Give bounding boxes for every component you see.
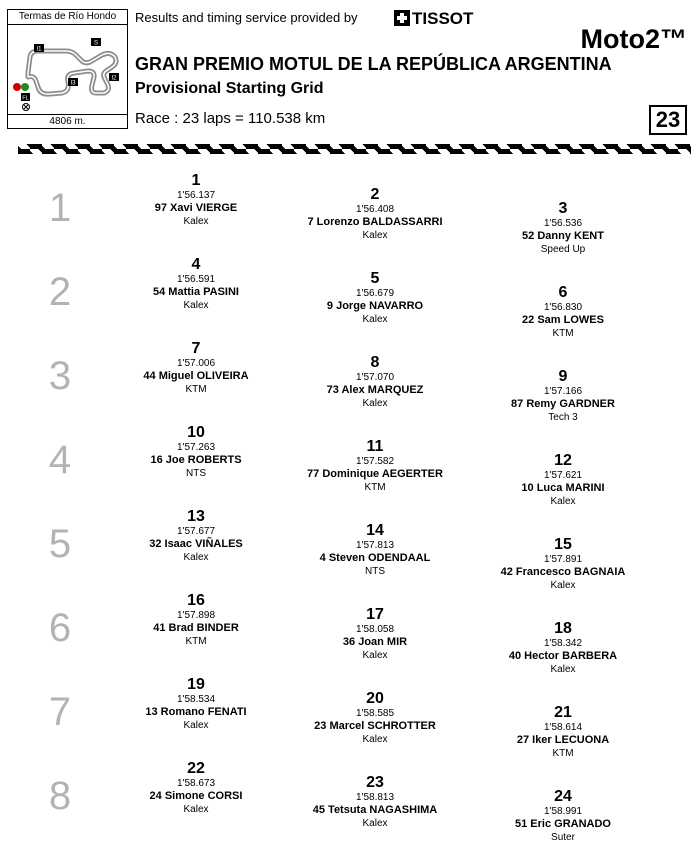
grid-row-number: 1 (48, 186, 72, 230)
grid-slot (96, 256, 296, 312)
grid-slot (463, 536, 663, 592)
constructor-name: Kalex (362, 650, 388, 661)
grid-position: 6 (558, 284, 568, 301)
qualifying-time: 1'58.673 (176, 778, 216, 789)
sponsor-name: TISSOT (412, 9, 474, 28)
constructor-name: KTM (185, 636, 207, 647)
grid-position: 20 (366, 690, 384, 707)
grid-position: 8 (370, 354, 380, 371)
tissot-logo (394, 10, 473, 28)
qualifying-time: 1'56.830 (543, 302, 583, 313)
svg-text:FL: FL (22, 95, 29, 102)
rider-name: 16 Joe ROBERTS (150, 454, 242, 466)
grid-position: 16 (187, 592, 205, 609)
laps-badge: 23 (649, 105, 687, 135)
rider-name: 45 Tetsuta NAGASHIMA (312, 804, 438, 816)
rider-name: 52 Danny KENT (522, 230, 604, 242)
svg-text:I1: I1 (36, 46, 42, 53)
qualifying-time: 1'58.058 (355, 624, 395, 635)
grid-slot (463, 368, 663, 424)
qualifying-time: 1'56.137 (176, 190, 216, 201)
grid-position: 2 (370, 186, 380, 203)
constructor-name: Kalex (183, 804, 209, 815)
rider-name: 97 Xavi VIERGE (154, 202, 238, 214)
grid-slot (275, 270, 475, 326)
constructor-name: Tech 3 (548, 412, 578, 423)
rider-name: 54 Mattia PASINI (153, 286, 239, 298)
document-title: Provisional Starting Grid (135, 80, 324, 97)
qualifying-time: 1'58.534 (176, 694, 216, 705)
grid-slot (96, 508, 296, 564)
circuit-map-icon (10, 27, 125, 115)
grid-position: 5 (370, 270, 380, 287)
constructor-name: Kalex (362, 314, 388, 325)
constructor-name: Kalex (183, 552, 209, 563)
grid-slot (463, 200, 663, 256)
constructor-name: KTM (364, 482, 386, 493)
grid-position: 18 (554, 620, 572, 637)
grid-position: 23 (366, 774, 384, 791)
rider-name: 87 Remy GARDNER (511, 398, 615, 410)
grid-slot (96, 592, 296, 648)
grid-position: 22 (187, 760, 205, 777)
grid-position: 21 (554, 704, 572, 721)
grid-row-number: 6 (48, 606, 72, 650)
grid-row-number: 8 (48, 774, 72, 818)
grid-row-number: 7 (48, 690, 72, 734)
grid-position: 11 (366, 438, 384, 455)
grid-position: 12 (554, 452, 572, 469)
grid-position: 1 (191, 172, 201, 189)
grid-row-number: 2 (48, 270, 72, 314)
constructor-name: KTM (552, 748, 574, 759)
qualifying-time: 1'57.621 (543, 470, 583, 481)
qualifying-time: 1'57.582 (355, 456, 395, 467)
grid-row-number: 5 (48, 522, 72, 566)
grid-row-number: 4 (48, 438, 72, 482)
qualifying-time: 1'57.813 (355, 540, 395, 551)
grid-slot (275, 354, 475, 410)
constructor-name: Kalex (550, 580, 576, 591)
constructor-name: Kalex (183, 720, 209, 731)
constructor-name: KTM (552, 328, 574, 339)
rider-name: 27 Iker LECUONA (516, 734, 610, 746)
qualifying-time: 1'57.166 (543, 386, 583, 397)
svg-text:I2: I2 (111, 75, 117, 82)
constructor-name: Kalex (550, 664, 576, 675)
constructor-name: NTS (186, 468, 206, 479)
rider-name: 73 Alex MARQUEZ (326, 384, 424, 396)
grid-slot (463, 284, 663, 340)
constructor-name: Kalex (362, 818, 388, 829)
grid-position: 10 (187, 424, 205, 441)
qualifying-time: 1'58.991 (543, 806, 583, 817)
rider-name: 40 Hector BARBERA (508, 650, 618, 662)
rider-name: 10 Luca MARINI (521, 482, 605, 494)
qualifying-time: 1'56.679 (355, 288, 395, 299)
qualifying-time: 1'58.342 (543, 638, 583, 649)
rider-name: 9 Jorge NAVARRO (326, 300, 424, 312)
constructor-name: Suter (551, 832, 575, 843)
checkered-divider (18, 144, 691, 154)
grid-position: 3 (558, 200, 568, 217)
grid-slot (275, 438, 475, 494)
constructor-name: Speed Up (540, 244, 586, 255)
grid-position: 7 (191, 340, 201, 357)
qualifying-time: 1'56.408 (355, 204, 395, 215)
grid-slot (463, 788, 663, 844)
grid-slot (463, 620, 663, 676)
grid-slot (96, 340, 296, 396)
constructor-name: NTS (365, 566, 385, 577)
grid-position: 15 (554, 536, 572, 553)
grid-position: 14 (366, 522, 384, 539)
rider-name: 22 Sam LOWES (522, 314, 604, 326)
constructor-name: Kalex (183, 216, 209, 227)
grid-slot (275, 522, 475, 578)
rider-name: 41 Brad BINDER (153, 622, 239, 634)
qualifying-time: 1'57.677 (176, 526, 216, 537)
timing-service-text: Results and timing service provided by (135, 10, 358, 25)
qualifying-time: 1'57.898 (176, 610, 216, 621)
constructor-name: Kalex (362, 398, 388, 409)
qualifying-time: 1'57.070 (355, 372, 395, 383)
race-distance: Race : 23 laps = 110.538 km (135, 110, 326, 127)
rider-name: 51 Eric GRANADO (515, 818, 611, 830)
qualifying-time: 1'56.591 (176, 274, 216, 285)
grid-row-number: 3 (48, 354, 72, 398)
svg-text:S: S (93, 40, 99, 47)
grid-slot (463, 704, 663, 760)
grid-slot (96, 424, 296, 480)
grid-slot (463, 452, 663, 508)
swiss-cross-icon (394, 10, 410, 26)
grid-slot (96, 172, 296, 228)
qualifying-time: 1'56.536 (543, 218, 583, 229)
rider-name: 7 Lorenzo BALDASSARRI (307, 216, 443, 228)
grid-slot (275, 606, 475, 662)
rider-name: 4 Steven ODENDAAL (319, 552, 431, 564)
grid-slot (96, 760, 296, 816)
event-title: GRAN PREMIO MOTUL DE LA REPÚBLICA ARGENTINA (135, 54, 612, 74)
grid-slot (275, 690, 475, 746)
rider-name: 77 Dominique AEGERTER (307, 468, 443, 480)
circuit-name: Termas de Río Hondo (8, 10, 127, 25)
grid-slot (275, 774, 475, 830)
grid-position: 17 (366, 606, 384, 623)
grid-position: 19 (187, 676, 205, 693)
rider-name: 44 Miguel OLIVEIRA (143, 370, 249, 382)
grid-slot (96, 676, 296, 732)
rider-name: 32 Isaac VIÑALES (149, 538, 243, 550)
qualifying-time: 1'57.263 (176, 442, 216, 453)
rider-name: 24 Simone CORSI (149, 790, 243, 802)
constructor-name: Kalex (183, 300, 209, 311)
constructor-name: Kalex (550, 496, 576, 507)
class-title: Moto2™ (580, 24, 687, 54)
rider-name: 23 Marcel SCHROTTER (314, 720, 436, 732)
qualifying-time: 1'58.585 (355, 708, 395, 719)
constructor-name: Kalex (362, 230, 388, 241)
grid-position: 13 (187, 508, 205, 525)
qualifying-time: 1'58.813 (355, 792, 395, 803)
grid-position: 9 (558, 368, 568, 385)
grid-slot (275, 186, 475, 242)
qualifying-time: 1'58.614 (543, 722, 583, 733)
rider-name: 42 Francesco BAGNAIA (500, 566, 626, 578)
svg-text:I3: I3 (70, 80, 76, 87)
rider-name: 13 Romano FENATI (145, 706, 247, 718)
qualifying-time: 1'57.891 (543, 554, 583, 565)
grid-position: 4 (191, 256, 201, 273)
circuit-length: 4806 m. (8, 114, 127, 128)
grid-position: 24 (554, 788, 572, 805)
constructor-name: Kalex (362, 734, 388, 745)
qualifying-time: 1'57.006 (176, 358, 216, 369)
constructor-name: KTM (185, 384, 207, 395)
circuit-info-box (7, 9, 128, 129)
rider-name: 36 Joan MIR (342, 636, 408, 648)
